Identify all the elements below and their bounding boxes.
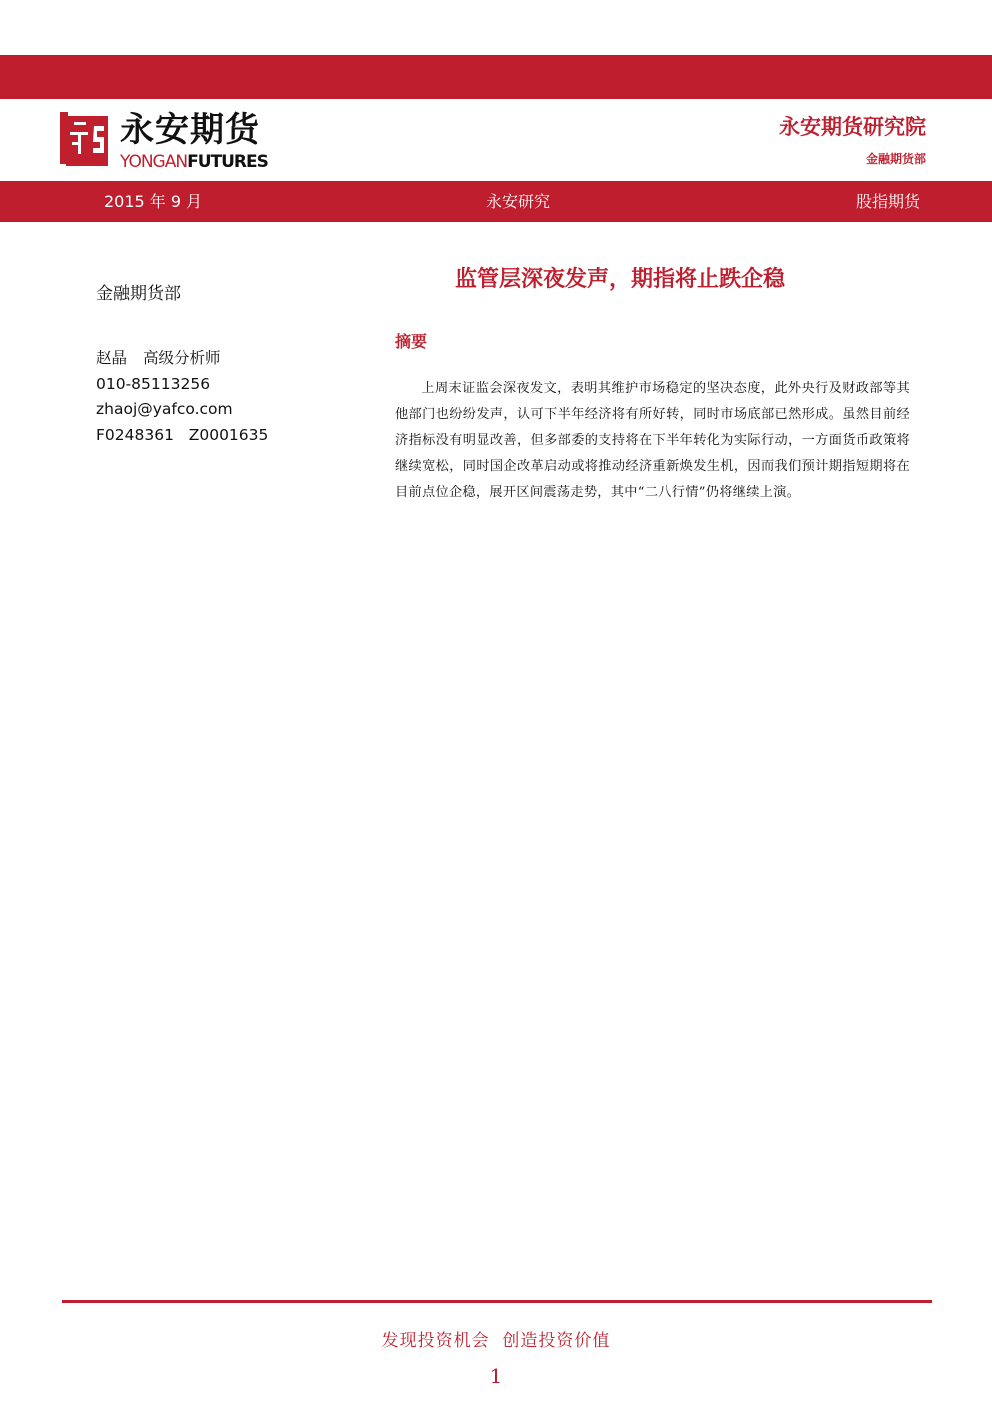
- bar-underline: [384, 222, 924, 224]
- summary-heading: 摘要: [395, 332, 428, 351]
- footer-slogan: 发现投资机会 创造投资价值: [381, 1331, 611, 1351]
- yongan-logo-icon: [60, 108, 112, 170]
- institute-name: 永安期货研究院: [779, 114, 926, 139]
- page-number: 1: [489, 1364, 503, 1388]
- analyst-phone: 010-85113256: [96, 374, 211, 393]
- analyst-email[interactable]: zhaoj@yafco.com: [96, 400, 233, 418]
- summary-paragraph: 上周末证监会深夜发文，表明其维护市场稳定的坚决态度，此外央行及财政部等其他部门也纷纷发声，认可下半年经济将有所好转，同时市场底部已然形成。虽然目前经济指标没有明显改善，但多部委的支持将在下半年转化为实际行动，一方面货币政策将继续宽松，同时国企改革启动或将推动经济重新焕发生机，因而我们预计期指短期将在目前点位企稳，展开区间震荡走势，其中“二八行情”仍将继续上演。: [395, 381, 910, 500]
- analyst-title: 高级分析师: [143, 349, 221, 367]
- analyst-contact: [96, 346, 268, 448]
- analyst-license: F0248361 Z0001635: [96, 425, 269, 444]
- company-logo: [60, 108, 290, 174]
- report-date: 2015 年 9 月: [104, 192, 203, 211]
- logo-chinese-name: 永安期货: [120, 110, 260, 150]
- document-title: 监管层深夜发声，期指将止跌企稳: [455, 266, 786, 292]
- analyst-line: [96, 346, 268, 372]
- header-department: 金融期货部: [865, 152, 926, 166]
- analyst-name: 赵晶: [96, 349, 128, 367]
- footer-divider: [62, 1300, 932, 1303]
- sidebar-department: 金融期货部: [96, 284, 181, 304]
- report-series: 永安研究: [486, 192, 551, 211]
- top-red-band: [0, 55, 992, 99]
- report-category: 股指期货: [855, 192, 920, 211]
- logo-english-name: YONGANFUTURES: [120, 152, 268, 172]
